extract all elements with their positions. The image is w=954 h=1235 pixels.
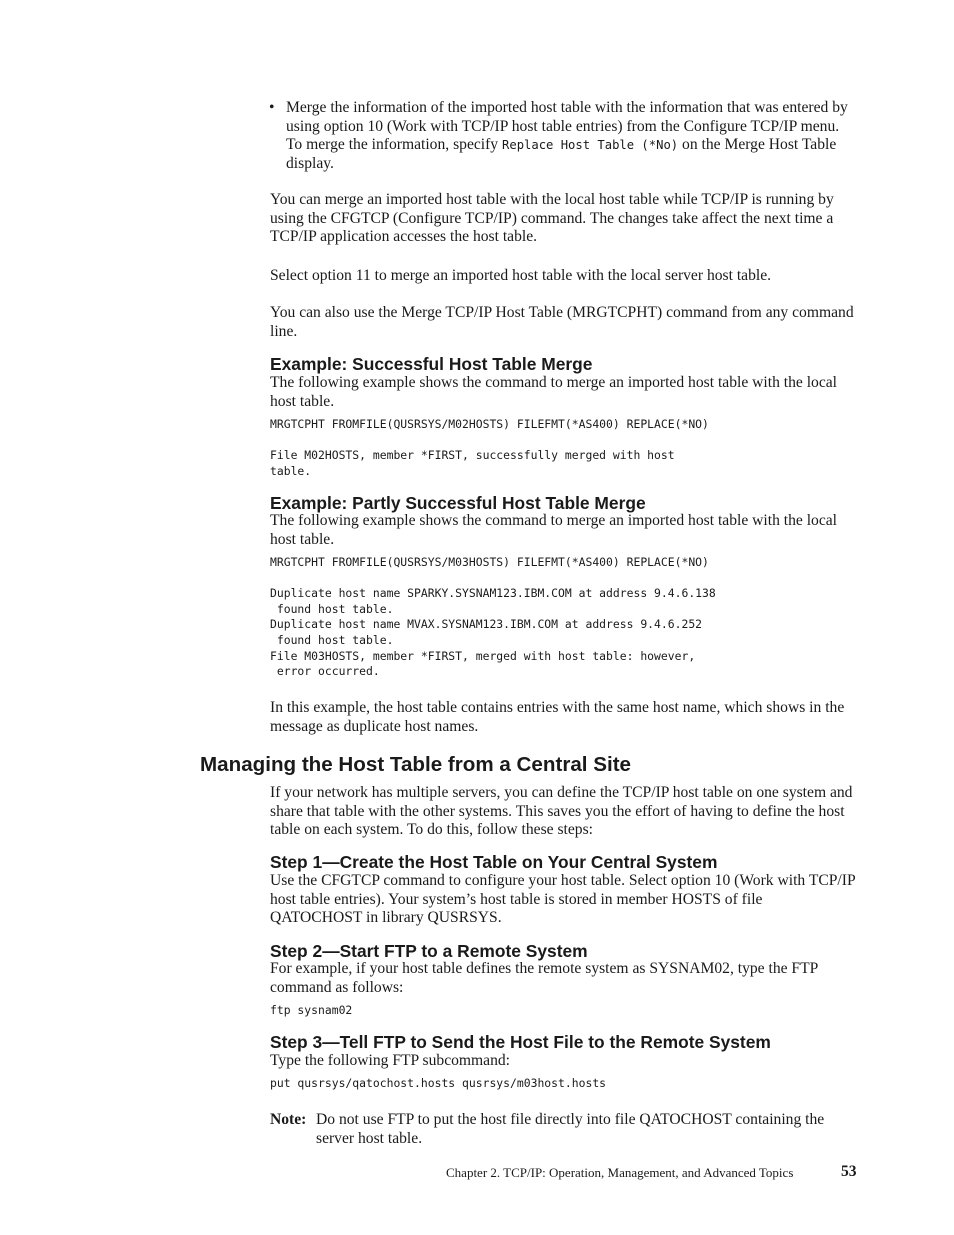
bullet-marker: • [269,99,275,116]
step1-heading: Step 1—Create the Host Table on Your Central System [270,852,718,872]
example1-code: MRGTCPHT FROMFILE(QUSRSYS/M02HOSTS) FILEFMT(*AS400) REPLACE(*NO) File M02HOSTS, member *FIRST, successfully merged with host table. [270,417,709,478]
example1-heading: Example: Successful Host Table Merge [270,354,593,374]
merge-bullet-item [286,99,858,173]
step1-text: Use the CFGTCP command to configure your host table. Select option 10 (Work with TCP/IP host table entries). Your system’s host table is stored in member HOSTS of file QATOCHOST in library QUSRSYS. [270,872,856,926]
bullet-code: Replace Host Table (*No) [502,138,679,152]
note-label: Note: [270,1111,307,1128]
paragraph-merge-while-running: You can merge an imported host table with the local host table while TCP/IP is running by using the CFGTCP (Configure TCP/IP) command. The changes take affect the next time a TCP/IP application accesses the host table. [270,191,834,245]
section-heading: Managing the Host Table from a Central Site [200,753,632,776]
example2-intro: The following example shows the command to merge an imported host table with the local host table. [270,512,838,548]
step2-text: For example, if your host table defines the remote system as SYSNAM02, type the FTP command as follows: [270,960,818,996]
example2-code: MRGTCPHT FROMFILE(QUSRSYS/M03HOSTS) FILEFMT(*AS400) REPLACE(*NO) Duplicate host name SPARKY.SYSNAM123.IBM.COM at address 9.4.6.138 found host table. Duplicate host name MVAX.SYSNAM123.IBM.COM at address 9.4.6.252 found host table. File M03HOSTS, member *FIRST, merged with host table: however, error occurred. [270,555,716,679]
note-text: Do not use FTP to put the host file directly into file QATOCHOST containing the server host table. [316,1111,825,1147]
step3-code: put qusrsys/qatochost.hosts qusrsys/m03host.hosts [270,1076,607,1090]
bullet-text-after: on the Merge Host Table display. [286,136,837,172]
example2-after: In this example, the host table contains entries with the same host name, which shows in the message as duplicate host names. [270,699,845,735]
example2-heading: Example: Partly Successful Host Table Merge [270,493,646,513]
paragraph-mrgtcpht-command: You can also use the Merge TCP/IP Host Table (MRGTCPHT) command from any command line. [270,304,854,340]
page-number: 53 [841,1163,857,1180]
example1-intro: The following example shows the command to merge an imported host table with the local host table. [270,374,838,410]
bullet-text-before: Merge the information of the imported host table with the information that was entered by using option 10 (Work with TCP/IP host table entries) from the Configure TCP/IP menu. To merge the information, specify [286,99,848,153]
step3-heading: Step 3—Tell FTP to Send the Host File to the Remote System [270,1032,771,1052]
section-intro: If your network has multiple servers, you can define the TCP/IP host table on one system and share that table with the other systems. This saves you the effort of having to define the host table on each system. To do this, follow these steps: [270,784,853,838]
paragraph-select-option-11: Select option 11 to merge an imported host table with the local server host table. [270,267,772,284]
step2-heading: Step 2—Start FTP to a Remote System [270,941,588,961]
footer-chapter-title: Chapter 2. TCP/IP: Operation, Management, and Advanced Topics [446,1165,794,1180]
step2-code: ftp sysnam02 [270,1003,353,1017]
step3-text: Type the following FTP subcommand: [270,1052,511,1069]
